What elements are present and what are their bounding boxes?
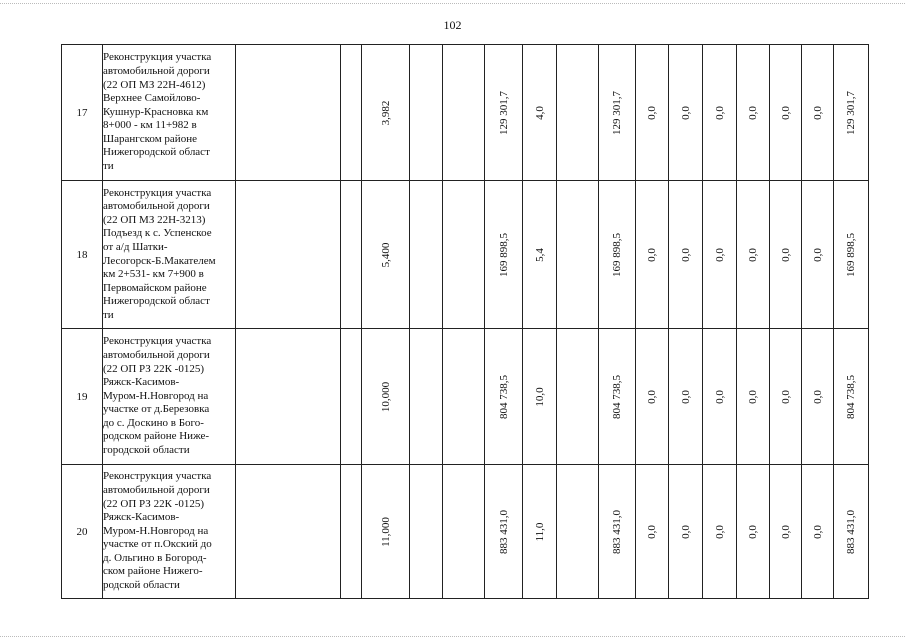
length-cell-text: 10,000	[379, 381, 392, 412]
zero-value-cell	[737, 329, 770, 465]
empty-cell	[410, 45, 443, 181]
object-name-line: ти	[103, 160, 114, 173]
object-name-line: Нижегородской област	[103, 146, 210, 159]
row-number-cell: 17	[62, 45, 103, 181]
zero-value-cell	[636, 45, 669, 181]
zero-value-cell-text: 0,0	[646, 247, 658, 262]
road-reconstruction-table	[61, 44, 869, 599]
object-name-line: Кушнур-Красновка км	[103, 105, 209, 118]
empty-cell	[341, 465, 362, 599]
zero-value-cell-text: 0,0	[779, 105, 792, 120]
object-name-cell	[103, 45, 236, 181]
object-name-line: родском районе Ниже-	[103, 430, 210, 443]
table-row	[62, 329, 869, 465]
cost-cell-text: 883 431,0	[497, 509, 510, 554]
zero-value-cell-text: 0,0	[713, 524, 726, 539]
final-total-cell	[834, 45, 869, 181]
zero-value-cell	[802, 181, 834, 329]
km-cell	[523, 465, 557, 599]
object-name-cell	[103, 329, 236, 465]
zero-value-cell	[636, 329, 669, 465]
zero-value-cell	[669, 181, 703, 329]
zero-value-cell-text: 0,0	[713, 247, 726, 262]
object-name-cell	[103, 465, 236, 599]
zero-value-cell	[770, 181, 802, 329]
length-cell	[362, 465, 410, 599]
length-cell	[362, 181, 410, 329]
total-cell	[599, 181, 636, 329]
object-name-line: от а/д Шатки-	[103, 240, 168, 253]
final-total-cell-text: 883 431,0	[845, 509, 857, 554]
object-name-line: (22 ОП РЗ 22К -0125)	[103, 362, 204, 375]
zero-value-cell-text: 0,0	[646, 524, 658, 539]
empty-cell	[557, 45, 599, 181]
zero-value-cell	[737, 465, 770, 599]
object-name-line: Верхнее Самойлово-	[103, 92, 201, 105]
empty-cell	[341, 181, 362, 329]
final-total-cell	[834, 465, 869, 599]
km-cell-text: 10,0	[533, 386, 546, 407]
object-name-line: Муром-Н.Новгород на	[103, 389, 209, 402]
zero-value-cell-text: 0,0	[811, 389, 824, 404]
cost-cell	[485, 465, 523, 599]
km-cell-text: 5,4	[533, 247, 546, 262]
zero-value-cell-text: 0,0	[679, 247, 692, 262]
object-name-line: городской области	[103, 444, 190, 457]
zero-value-cell	[669, 329, 703, 465]
object-name-line: Нижегородской област	[103, 295, 210, 308]
object-name-line: Реконструкция участка	[103, 51, 212, 64]
zero-value-cell	[703, 45, 737, 181]
scan-top-edge	[0, 3, 905, 4]
object-name-line: Реконструкция участка	[103, 335, 212, 348]
scan-bottom-edge	[0, 636, 905, 637]
zero-value-cell-text: 0,0	[747, 524, 759, 539]
zero-value-cell	[770, 329, 802, 465]
zero-value-cell	[802, 465, 834, 599]
zero-value-cell-text: 0,0	[811, 524, 824, 539]
object-name-line: до с. Доскино в Бого-	[103, 416, 204, 429]
empty-cell	[557, 465, 599, 599]
final-total-cell	[834, 181, 869, 329]
object-name-line: участке от д.Березовка	[103, 403, 210, 416]
object-name-line: ти	[103, 308, 114, 321]
object-name-line: родской области	[103, 579, 180, 592]
zero-value-cell-text: 0,0	[747, 247, 759, 262]
object-name-cell	[103, 181, 236, 329]
zero-value-cell	[703, 181, 737, 329]
km-cell-text: 11,0	[533, 522, 546, 541]
empty-cell	[410, 181, 443, 329]
length-cell	[362, 45, 410, 181]
empty-cell	[236, 465, 341, 599]
final-total-cell-text: 169 898,5	[845, 232, 857, 277]
zero-value-cell	[770, 45, 802, 181]
zero-value-cell	[636, 181, 669, 329]
total-cell-text: 129 301,7	[611, 90, 623, 135]
object-name-line: Муром-Н.Новгород на	[103, 524, 209, 537]
zero-value-cell	[703, 329, 737, 465]
empty-cell	[443, 329, 485, 465]
empty-cell	[557, 181, 599, 329]
object-name-line: автомобильной дороги	[103, 483, 210, 496]
zero-value-cell-text: 0,0	[779, 524, 792, 539]
object-name-line: Ряжск-Касимов-	[103, 376, 180, 389]
zero-value-cell-text: 0,0	[679, 105, 692, 120]
zero-value-cell-text: 0,0	[811, 105, 824, 120]
zero-value-cell	[669, 465, 703, 599]
object-name-line: Первомайском районе	[103, 281, 207, 294]
object-name-line: (22 ОП РЗ 22К -0125)	[103, 497, 204, 510]
object-name-line: Реконструкция участка	[103, 186, 212, 199]
zero-value-cell-text: 0,0	[646, 389, 658, 404]
km-cell-text: 4,0	[533, 105, 546, 120]
cost-cell	[485, 329, 523, 465]
empty-cell	[341, 45, 362, 181]
cost-cell-text: 169 898,5	[497, 232, 510, 277]
empty-cell	[341, 329, 362, 465]
zero-value-cell-text: 0,0	[747, 389, 759, 404]
object-name-line: (22 ОП МЗ 22Н-4612)	[103, 78, 206, 91]
object-name-line: 8+000 - км 11+982 в	[103, 119, 197, 132]
zero-value-cell	[636, 465, 669, 599]
zero-value-cell-text: 0,0	[646, 105, 658, 120]
total-cell	[599, 45, 636, 181]
object-name-line: автомобильной дороги	[103, 348, 210, 361]
km-cell	[523, 329, 557, 465]
object-name-line: Ряжск-Касимов-	[103, 511, 180, 524]
empty-cell	[443, 465, 485, 599]
row-number-cell: 20	[62, 465, 103, 599]
object-name-line: участке от п.Окский до	[103, 538, 212, 551]
zero-value-cell-text: 0,0	[811, 247, 824, 262]
total-cell-text: 169 898,5	[611, 232, 623, 277]
object-name-line: Шарангском районе	[103, 132, 197, 145]
zero-value-cell-text: 0,0	[713, 105, 726, 120]
empty-cell	[443, 45, 485, 181]
cost-cell	[485, 45, 523, 181]
cost-cell-text: 129 301,7	[497, 90, 510, 135]
table-row	[62, 465, 869, 599]
zero-value-cell-text: 0,0	[779, 247, 792, 262]
page-number: 102	[443, 18, 462, 32]
zero-value-cell	[669, 45, 703, 181]
empty-cell	[236, 45, 341, 181]
empty-cell	[557, 329, 599, 465]
length-cell-text: 5,400	[379, 242, 392, 267]
length-cell	[362, 329, 410, 465]
zero-value-cell-text: 0,0	[679, 389, 692, 404]
cost-cell	[485, 181, 523, 329]
length-cell-text: 3,982	[379, 100, 392, 125]
table-row	[62, 181, 869, 329]
object-name-line: ском районе Нижего-	[103, 565, 203, 578]
zero-value-cell	[802, 329, 834, 465]
final-total-cell-text: 129 301,7	[845, 90, 857, 135]
zero-value-cell-text: 0,0	[713, 389, 726, 404]
zero-value-cell-text: 0,0	[679, 524, 692, 539]
row-number-cell: 18	[62, 181, 103, 329]
empty-cell	[410, 329, 443, 465]
km-cell	[523, 45, 557, 181]
length-cell-text: 11,000	[379, 516, 392, 547]
object-name-line: Лесогорск-Б.Макателем	[103, 254, 216, 267]
empty-cell	[236, 181, 341, 329]
empty-cell	[410, 465, 443, 599]
object-name-line: Реконструкция участка	[103, 470, 212, 483]
object-name-line: д. Ольгино в Богород-	[103, 551, 207, 564]
final-total-cell	[834, 329, 869, 465]
cost-cell-text: 804 738,5	[497, 374, 510, 419]
total-cell	[599, 329, 636, 465]
zero-value-cell	[802, 45, 834, 181]
zero-value-cell	[770, 465, 802, 599]
zero-value-cell-text: 0,0	[779, 389, 792, 404]
zero-value-cell	[737, 45, 770, 181]
total-cell-text: 804 738,5	[611, 374, 623, 419]
object-name-line: км 2+531- км 7+900 в	[103, 268, 204, 281]
zero-value-cell	[737, 181, 770, 329]
object-name-line: (22 ОП МЗ 22Н-3213)	[103, 213, 206, 226]
zero-value-cell-text: 0,0	[747, 105, 759, 120]
total-cell	[599, 465, 636, 599]
total-cell-text: 883 431,0	[611, 509, 623, 554]
row-number-cell: 19	[62, 329, 103, 465]
km-cell	[523, 181, 557, 329]
table-row	[62, 45, 869, 181]
empty-cell	[236, 329, 341, 465]
empty-cell	[443, 181, 485, 329]
zero-value-cell	[703, 465, 737, 599]
object-name-line: автомобильной дороги	[103, 64, 210, 77]
object-name-line: Подъезд к с. Успенское	[103, 227, 212, 240]
object-name-line: автомобильной дороги	[103, 200, 210, 213]
final-total-cell-text: 804 738,5	[845, 374, 857, 419]
